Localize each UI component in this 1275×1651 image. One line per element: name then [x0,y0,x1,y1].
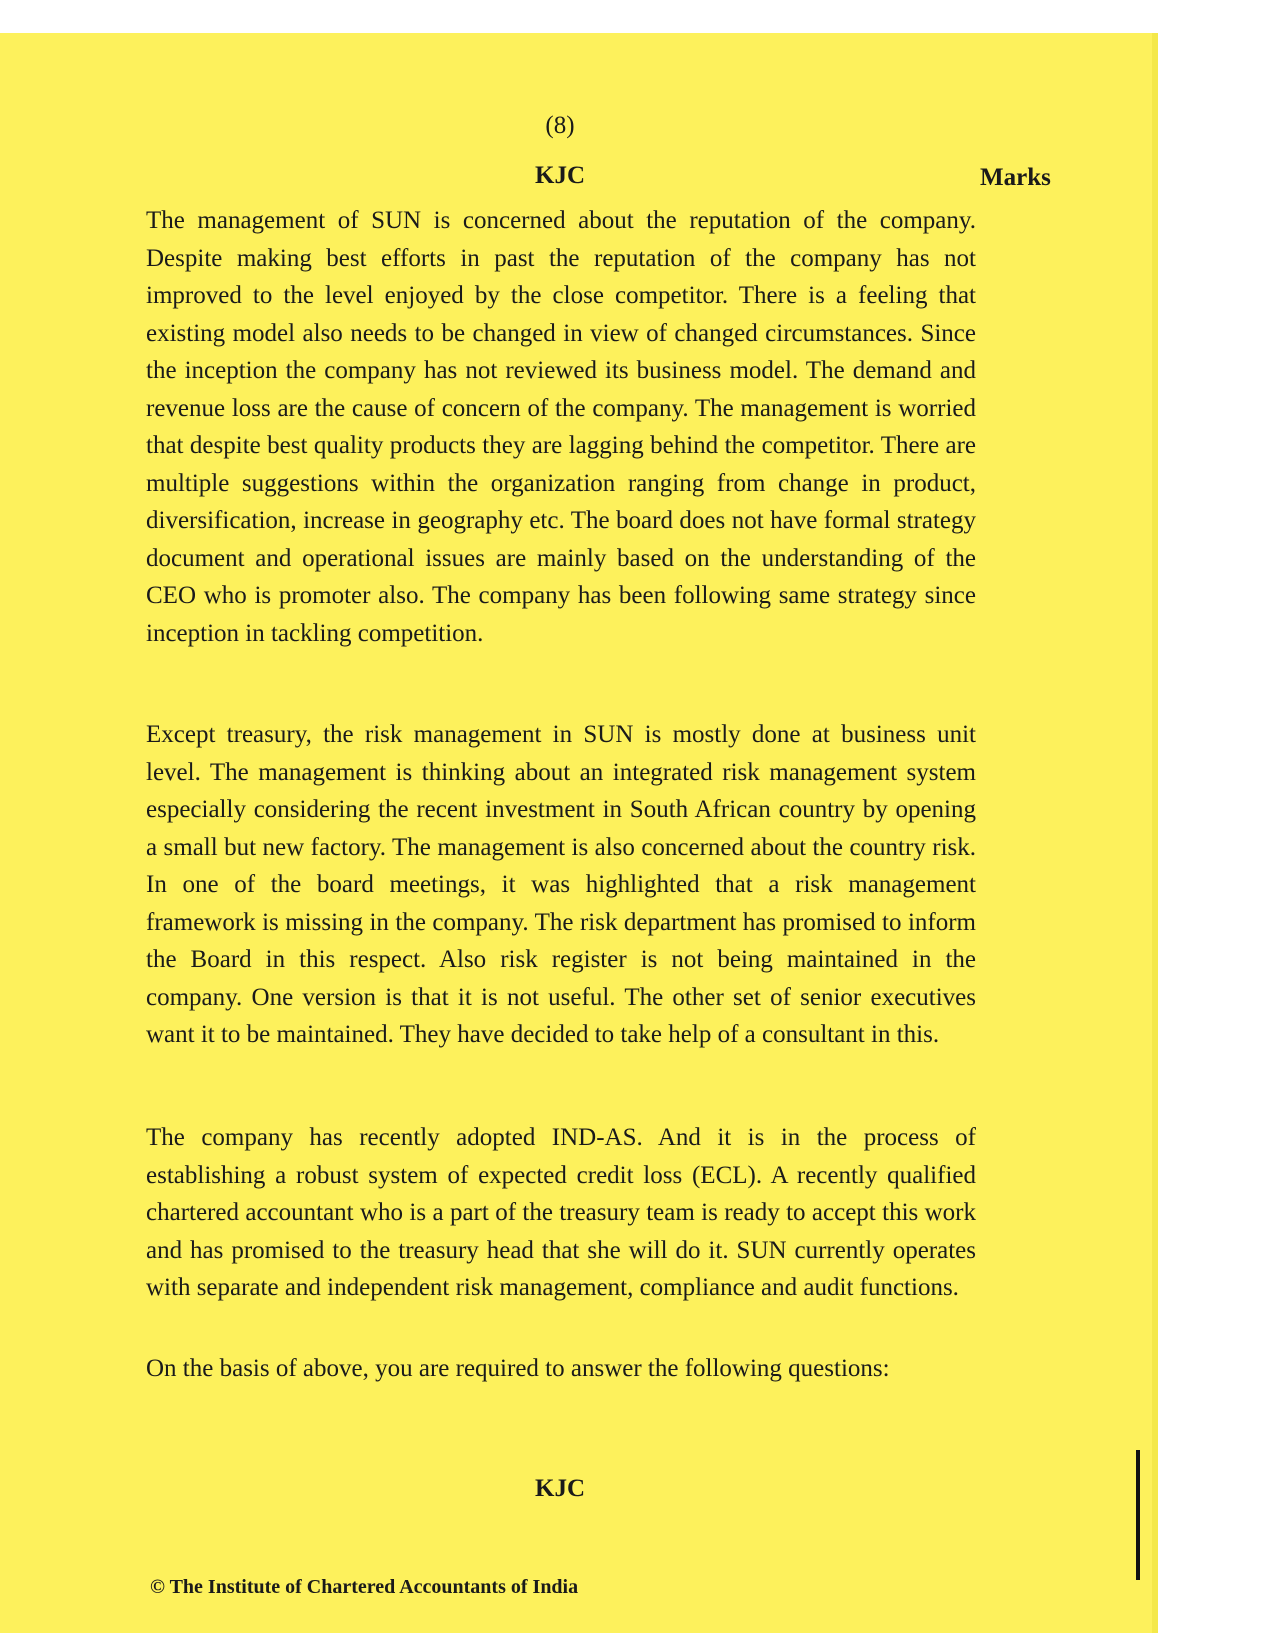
marks-column-label: Marks [980,164,1051,191]
header-code: KJC [535,162,585,189]
paragraph-risk-management: Except treasury, the risk management in SUN is mostly done at business unit level. The management is thinking about an integrated risk management system especially considering the recent investment in South African country by opening a small but new factory. The management is also concerned about the country risk. In one of the board meetings, it was highlighted that a risk management framework is missing in the company. The risk department has promised to inform the Board in this respect. Also risk register is not being maintained in the company. One version is that it is not useful. The other set of senior executives want it to be maintained. They have decided to take help of a consultant in this. [146,721,976,1048]
paragraph-ind-as: The company has recently adopted IND-AS. And it is in the process of establishing a robust system of expected credit loss (ECL). A recently qualified chartered accountant who is a part of the treasury team is ready to accept this work and has promised to the treasury head that she will do it. SUN currently operates with separate and independent risk management, compliance and audit functions. [146,1124,976,1301]
page-edge [1152,33,1158,1633]
paragraph-reputation: The management of SUN is concerned about the reputation of the company. Despite making best efforts in past the reputation of the company has not improved to the level enjoyed by the close competitor. There is a feeling that existing model also needs to be changed in view of changed circumstances. Since the inception the company has not reviewed its business model. The demand and revenue loss are the cause of concern of the company. The management is worried that despite best quality products they are lagging behind the competitor. There are multiple suggestions within the organization ranging from change in product, diversification, increase in geography etc. The board does not have formal strategy document and operational issues are mainly based on the understanding of the CEO who is promoter also. The company has been following same strategy since inception in tackling competition. [146,207,976,647]
margin-bar [1136,1450,1140,1580]
page-number: (8) [545,112,575,139]
footer-code: KJC [535,1475,585,1502]
question-prompt: On the basis of above, you are required to answer the following questions: [146,1355,890,1382]
copyright-notice: © The Institute of Chartered Accountants of India [150,1576,579,1598]
